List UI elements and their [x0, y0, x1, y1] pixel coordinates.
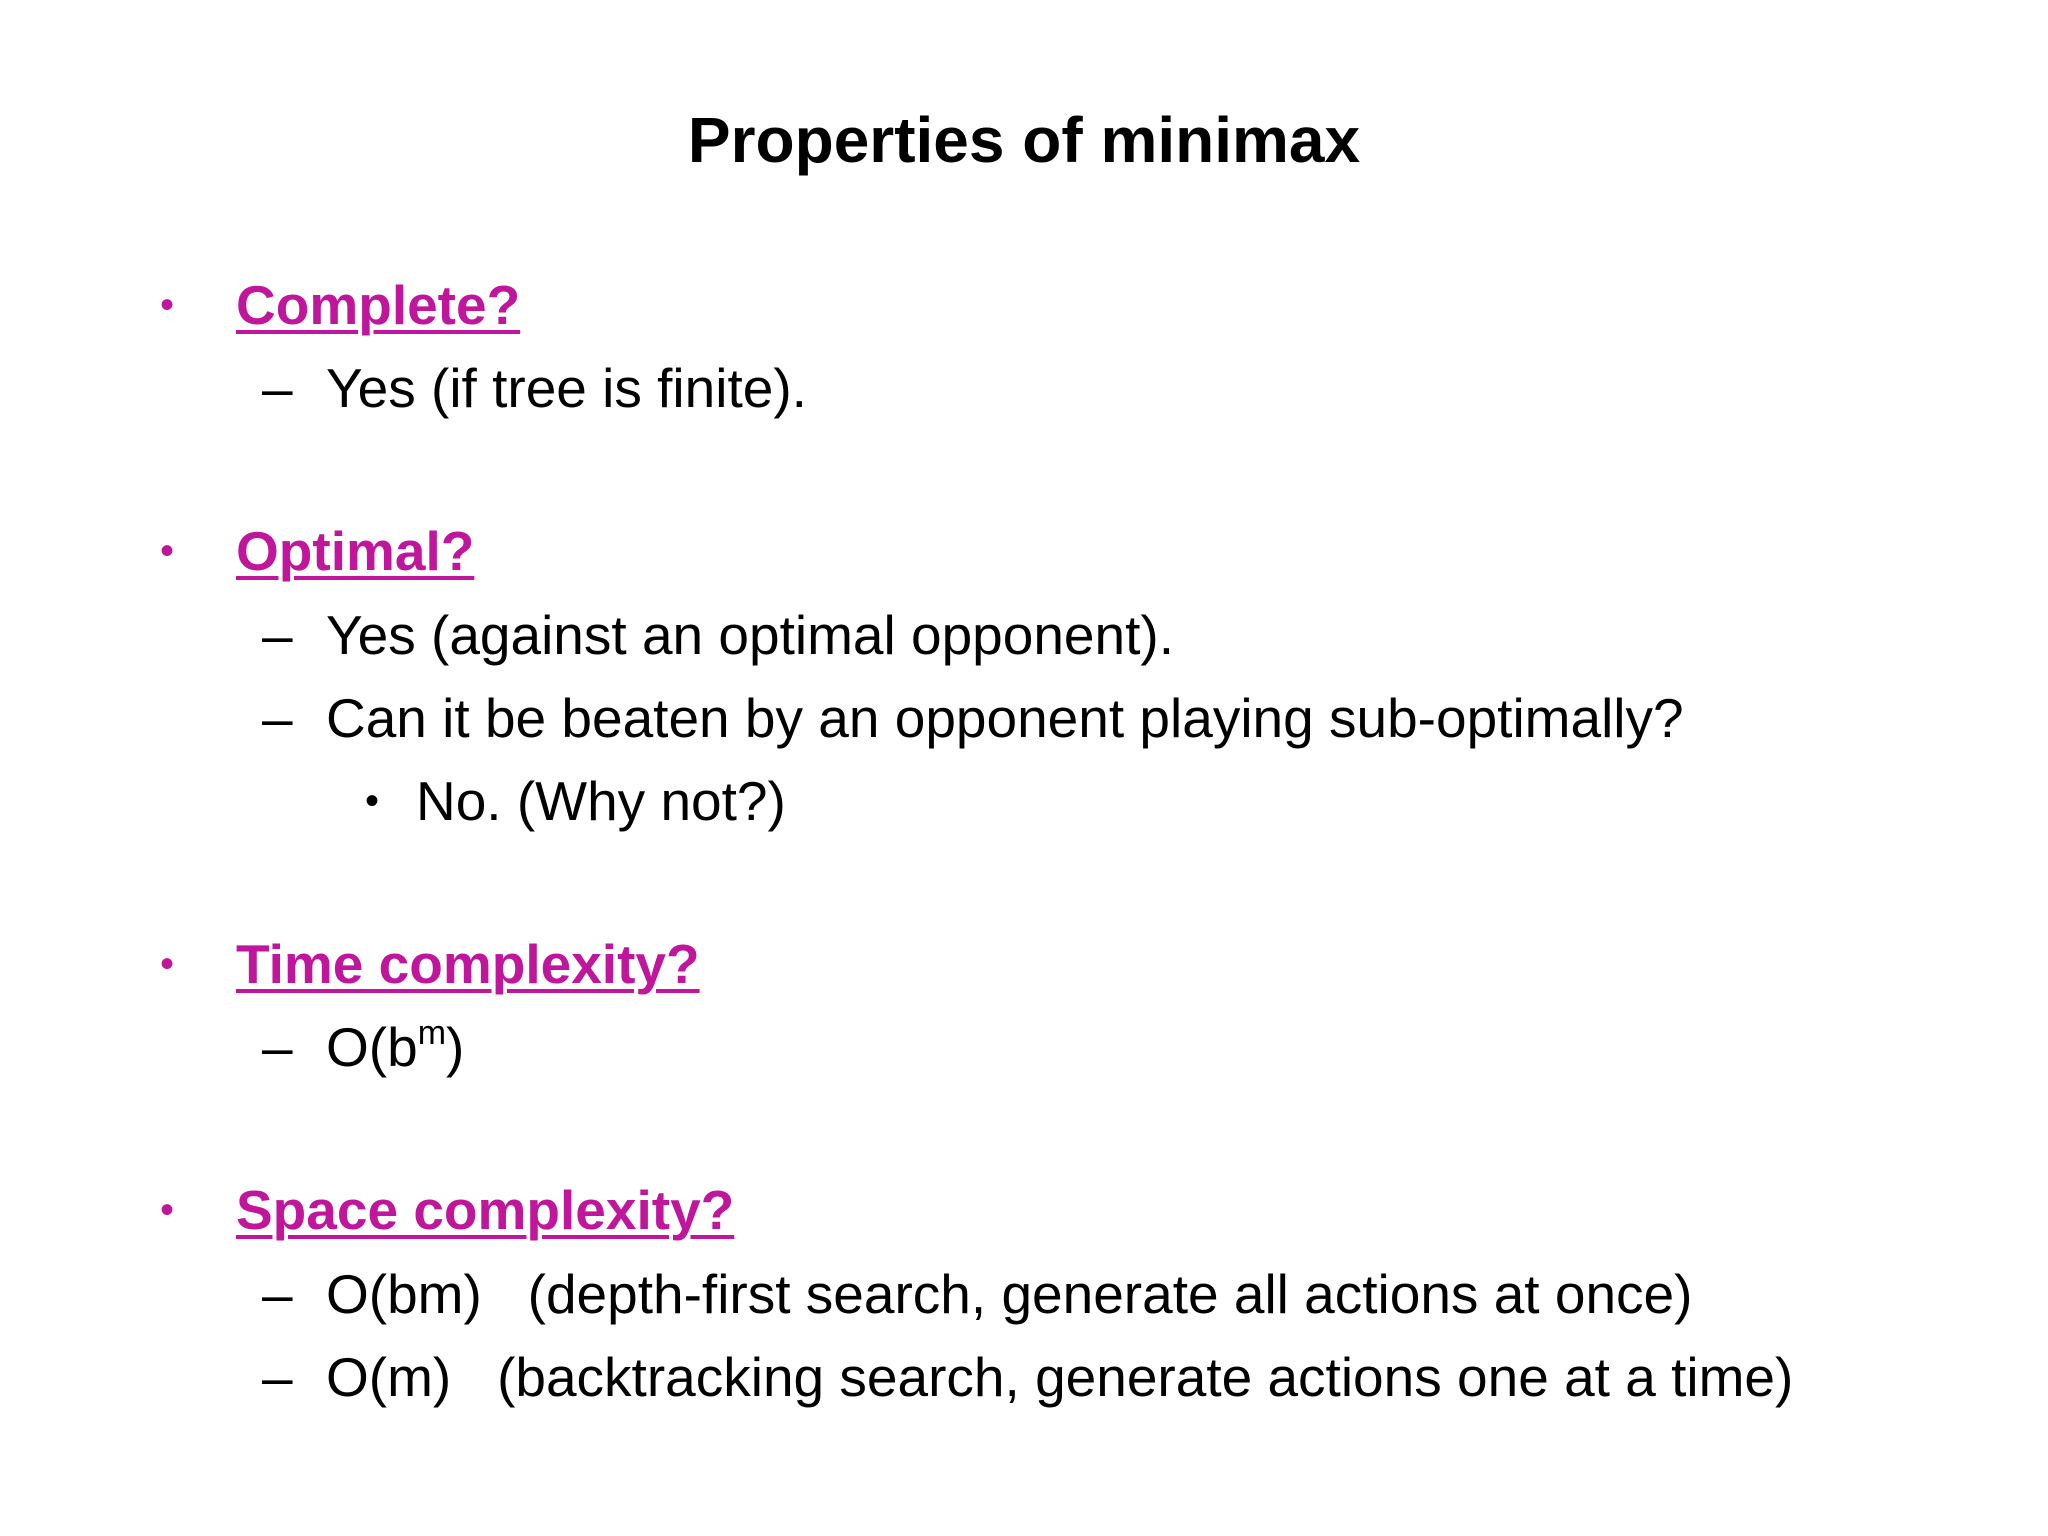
- heading-complete: Complete?: [236, 274, 521, 336]
- subitem-why-not: No. (Why not?): [416, 770, 786, 832]
- bullet-optimal: •: [160, 529, 175, 573]
- item-space-backtracking: O(m) (backtracking search, generate actions one at a time): [326, 1346, 1794, 1408]
- bullet-time: •: [160, 942, 175, 986]
- dash-icon: –: [262, 1016, 293, 1078]
- heading-space-complexity: Space complexity?: [236, 1179, 735, 1241]
- dash-icon: –: [262, 604, 293, 666]
- item-optimal-answer: Yes (against an optimal opponent).: [326, 604, 1174, 666]
- item-space-dfs: O(bm) (depth-first search, generate all actions at once): [326, 1263, 1693, 1325]
- bullet-complete: •: [160, 283, 175, 327]
- dash-icon: –: [262, 357, 293, 419]
- bullet-icon: •: [365, 779, 380, 823]
- item-complete-answer: Yes (if tree is finite).: [326, 357, 807, 419]
- dash-icon: –: [262, 1346, 293, 1408]
- dash-icon: –: [262, 687, 293, 749]
- item-time-answer: $O(b^m)$: [326, 1014, 465, 1078]
- heading-time-complexity: Time complexity?: [236, 933, 700, 995]
- dash-icon: –: [262, 1263, 293, 1325]
- item-optimal-question: Can it be beaten by an opponent playing sub-optimally?: [326, 687, 1684, 749]
- bullet-space: •: [160, 1188, 175, 1232]
- heading-optimal: Optimal?: [236, 520, 475, 582]
- slide-title: Properties of minimax: [687, 104, 1361, 176]
